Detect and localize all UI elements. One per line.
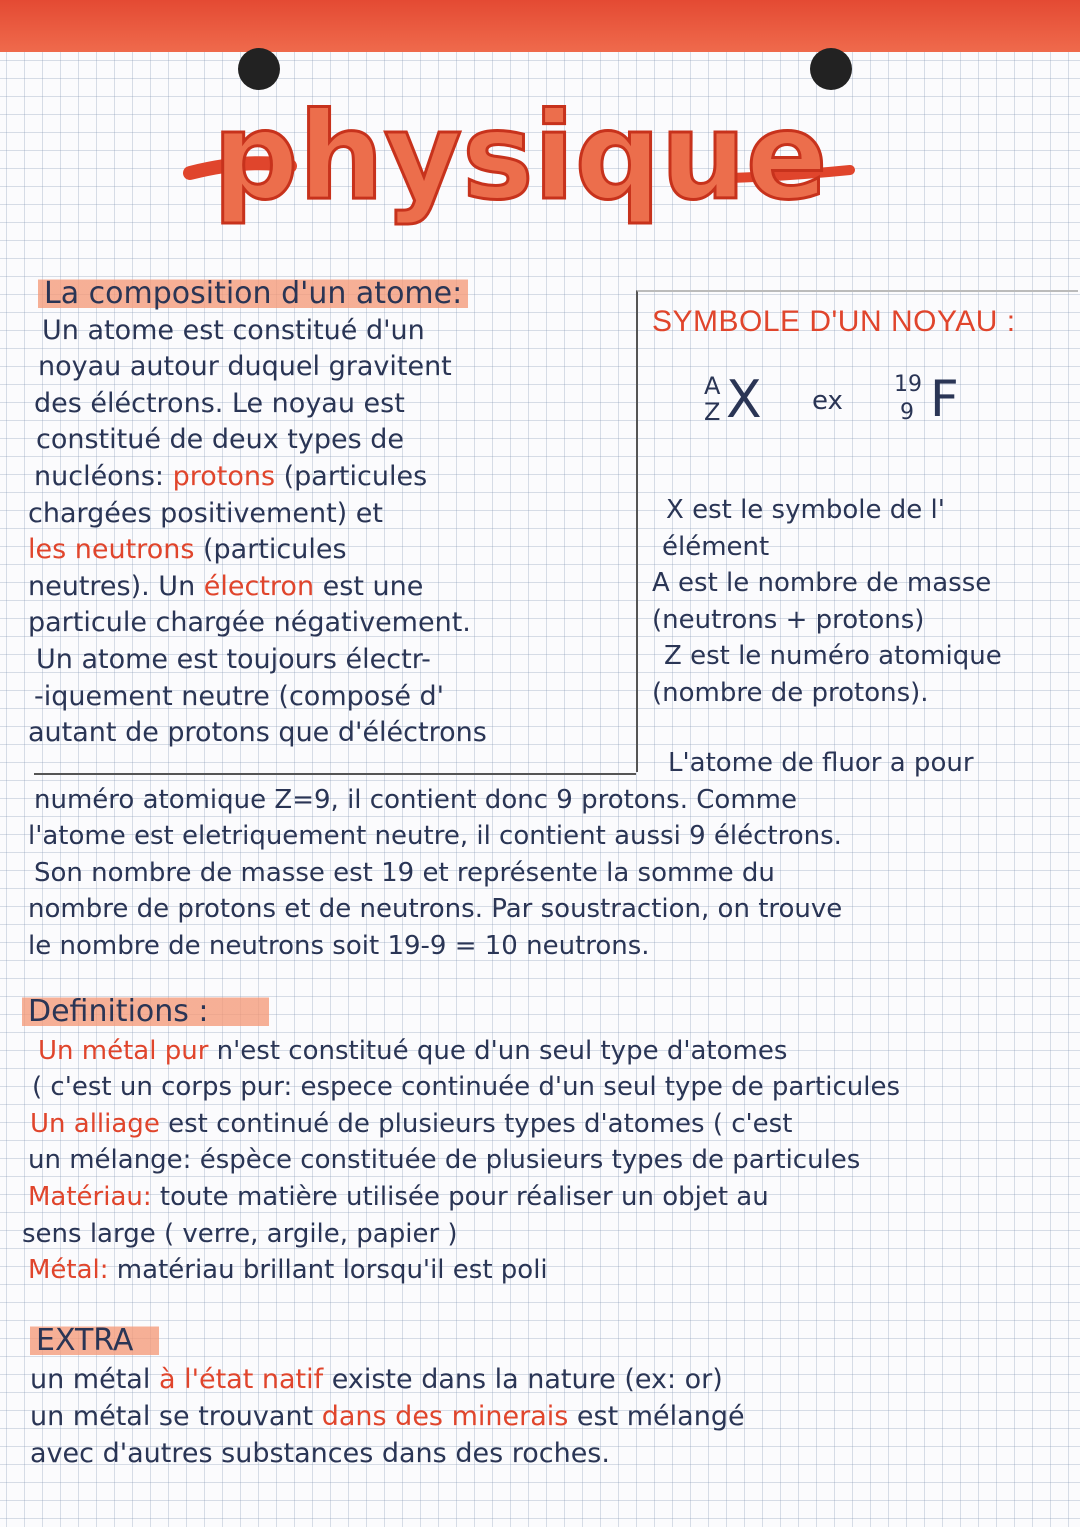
page-title bbox=[170, 58, 870, 258]
composition-line: constitué de deux types de bbox=[36, 424, 404, 456]
fluorine-example-section bbox=[28, 745, 1068, 964]
definitions-heading: Definitions : bbox=[22, 994, 269, 1029]
composition-line: Un atome est constitué d'un bbox=[42, 314, 425, 346]
composition-line: -iquement neutre (composé d' bbox=[34, 680, 445, 712]
definition-line: sens large ( verre, argile, papier ) bbox=[22, 1218, 458, 1249]
symbol-line: Z est le numéro atomique bbox=[664, 641, 1002, 671]
composition-line: autant de protons que d'éléctrons bbox=[28, 717, 487, 749]
composition-heading: La composition d'un atome: bbox=[38, 276, 468, 311]
composition-section bbox=[28, 276, 588, 752]
fluor-line: Son nombre de masse est 19 et représente la somme du bbox=[34, 857, 775, 888]
composition-line: nucléons: protons (particules bbox=[34, 460, 428, 492]
composition-line: noyau autour duquel gravitent bbox=[38, 351, 452, 383]
definition-line: un mélange: éspèce constituée de plusieurs types de particules bbox=[28, 1145, 861, 1176]
symbol-line: A est le nombre de masse bbox=[652, 568, 992, 598]
symbol-line: (nombre de protons). bbox=[652, 677, 929, 708]
symbol-line: élément bbox=[662, 531, 770, 562]
electron-term: électron bbox=[203, 570, 315, 602]
composition-line: neutres). Un électron est une bbox=[28, 570, 424, 602]
definition-line: Métal: matériau brillant lorsqu'il est poli bbox=[28, 1255, 548, 1286]
composition-line: chargées positivement) et bbox=[28, 497, 383, 529]
symbol-description bbox=[652, 492, 1072, 711]
fluor-line: L'atome de fluor a pour bbox=[668, 748, 974, 778]
definition-line: Matériau: toute matière utilisée pour réaliser un objet au bbox=[28, 1181, 769, 1212]
symbol-line: X est le symbole de l' bbox=[666, 495, 945, 525]
composition-line: particule chargée négativement. bbox=[28, 607, 471, 639]
title-text: physique bbox=[212, 88, 828, 227]
extra-line: un métal se trouvant dans des minerais est mélangé bbox=[30, 1401, 745, 1432]
composition-line: des éléctrons. Le noyau est bbox=[34, 387, 405, 419]
extra-line: un métal à l'état natif existe dans la nature (ex: or) bbox=[30, 1364, 723, 1395]
definition-line: ( c'est un corps pur: espece continuée d'un seul type de particules bbox=[32, 1072, 901, 1103]
extra-section bbox=[30, 1322, 1070, 1472]
fluor-line: nombre de protons et de neutrons. Par soustraction, on trouve bbox=[28, 894, 843, 924]
definitions-section bbox=[22, 994, 1072, 1289]
definition-line: Un métal pur n'est constitué que d'un seul type d'atomes bbox=[38, 1035, 788, 1066]
protons-term: protons bbox=[172, 460, 276, 492]
composition-line: les neutrons (particules bbox=[28, 534, 347, 566]
red-top-band bbox=[0, 0, 1080, 52]
symbol-heading: SYMBOLE D'UN NOYAU : bbox=[652, 305, 1016, 338]
definition-line: Un alliage est continué de plusieurs types d'atomes ( c'est bbox=[30, 1108, 793, 1139]
fluor-line: le nombre de neutrons soit 19-9 = 10 neutrons. bbox=[28, 930, 650, 961]
example-label: ex bbox=[812, 386, 843, 416]
neutrons-term: les neutrons bbox=[28, 534, 195, 566]
extra-line: avec d'autres substances dans des roches. bbox=[30, 1438, 610, 1469]
symbol-line: (neutrons + protons) bbox=[652, 604, 925, 635]
composition-line: Un atome est toujours électr- bbox=[36, 643, 431, 675]
extra-heading: EXTRA bbox=[30, 1323, 159, 1358]
fluor-line: numéro atomique Z=9, il contient donc 9 protons. Comme bbox=[34, 784, 797, 815]
fluor-line: l'atome est eletriquement neutre, il contient aussi 9 éléctrons. bbox=[28, 821, 842, 851]
